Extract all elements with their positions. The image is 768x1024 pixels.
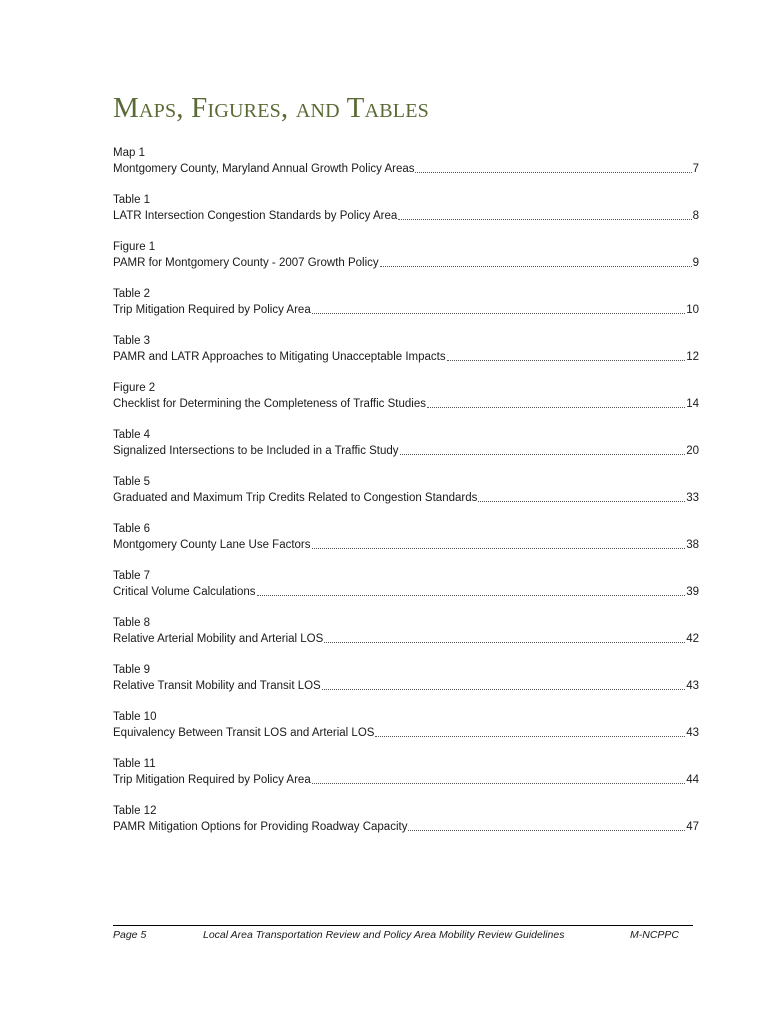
toc-entry-page: 12	[686, 350, 699, 363]
toc-dot-leader	[380, 266, 692, 267]
toc-entry-row	[113, 773, 699, 789]
toc-entry-title: Relative Arterial Mobility and Arterial LOS	[113, 632, 324, 645]
toc-entry-row	[113, 632, 699, 648]
toc-entry-row	[113, 538, 699, 554]
toc-entry-row	[113, 397, 699, 413]
toc-entry-page: 38	[686, 538, 699, 551]
toc-entry-kind: Table 11	[113, 758, 156, 770]
toc-entry-title: Equivalency Between Transit LOS and Arterial LOS	[113, 726, 375, 739]
toc-entry-kind: Figure 2	[113, 382, 156, 394]
toc-entry-page: 47	[686, 820, 699, 833]
toc-entry-title: Critical Volume Calculations	[113, 585, 256, 598]
toc-entry-kind: Table 9	[113, 664, 151, 676]
toc-entry-row	[113, 209, 699, 225]
toc-entry-row	[113, 679, 699, 695]
toc-entry-row	[113, 726, 699, 742]
toc-entry[interactable]	[113, 287, 699, 334]
toc-entry-page: 43	[686, 679, 699, 692]
toc-entry-title: PAMR and LATR Approaches to Mitigating Unacceptable Impacts	[113, 350, 446, 363]
toc-dot-leader	[312, 783, 685, 784]
toc-entry-page: 44	[686, 773, 699, 786]
toc-entry-page: 20	[686, 444, 699, 457]
toc-entry-page: 7	[692, 162, 699, 175]
toc-entry-page: 10	[686, 303, 699, 316]
toc-list	[113, 146, 699, 851]
toc-entry-kind: Figure 1	[113, 241, 156, 253]
footer-organization: M-NCPPC	[630, 929, 679, 941]
toc-entry[interactable]	[113, 804, 699, 851]
toc-entry[interactable]	[113, 757, 699, 804]
toc-entry[interactable]	[113, 193, 699, 240]
toc-entry-page: 14	[686, 397, 699, 410]
toc-entry-title: Relative Transit Mobility and Transit LOS	[113, 679, 321, 692]
toc-entry[interactable]	[113, 710, 699, 757]
toc-entry-page: 42	[686, 632, 699, 645]
toc-entry-title: Montgomery County, Maryland Annual Growth Policy Areas	[113, 162, 415, 175]
toc-entry-title: LATR Intersection Congestion Standards by Policy Area	[113, 209, 398, 222]
toc-dot-leader	[322, 689, 685, 690]
toc-entry-row	[113, 820, 699, 836]
footer-page-number: Page 5	[113, 929, 147, 941]
toc-entry[interactable]	[113, 428, 699, 475]
toc-entry-kind: Table 1	[113, 194, 151, 206]
toc-dot-leader	[400, 454, 686, 455]
toc-entry[interactable]	[113, 663, 699, 710]
toc-entry-kind: Table 3	[113, 335, 151, 347]
toc-entry-row	[113, 491, 699, 507]
toc-entry-kind: Table 5	[113, 476, 151, 488]
toc-dot-leader	[375, 736, 685, 737]
toc-entry-title: PAMR for Montgomery County - 2007 Growth Policy	[113, 256, 379, 269]
toc-dot-leader	[447, 360, 686, 361]
toc-entry[interactable]	[113, 381, 699, 428]
toc-dot-leader	[427, 407, 685, 408]
toc-dot-leader	[415, 172, 691, 173]
toc-entry-row	[113, 444, 699, 460]
toc-entry-page: 33	[686, 491, 699, 504]
footer-document-title: Local Area Transportation Review and Policy Area Mobility Review Guidelines	[203, 929, 565, 941]
toc-dot-leader	[257, 595, 686, 596]
toc-entry[interactable]	[113, 475, 699, 522]
toc-entry-title: PAMR Mitigation Options for Providing Roadway Capacity	[113, 820, 408, 833]
toc-entry-kind: Table 6	[113, 523, 151, 535]
toc-entry-title: Signalized Intersections to be Included in a Traffic Study	[113, 444, 399, 457]
toc-entry-kind: Table 8	[113, 617, 151, 629]
toc-entry[interactable]	[113, 334, 699, 381]
toc-entry-title: Trip Mitigation Required by Policy Area	[113, 773, 311, 786]
toc-entry-row	[113, 303, 699, 319]
toc-entry[interactable]	[113, 522, 699, 569]
toc-entry-title: Montgomery County Lane Use Factors	[113, 538, 311, 551]
toc-entry-kind: Table 7	[113, 570, 151, 582]
toc-entry-title: Trip Mitigation Required by Policy Area	[113, 303, 311, 316]
toc-dot-leader	[324, 642, 685, 643]
page-title: Maps, Figures, and Tables	[113, 92, 429, 124]
toc-entry-row	[113, 350, 699, 366]
toc-dot-leader	[312, 313, 685, 314]
toc-entry-kind: Table 4	[113, 429, 151, 441]
toc-entry-page: 43	[686, 726, 699, 739]
toc-entry-page: 9	[692, 256, 699, 269]
toc-entry-row	[113, 585, 699, 601]
toc-dot-leader	[478, 501, 685, 502]
toc-entry-page: 39	[686, 585, 699, 598]
toc-entry-kind: Table 12	[113, 805, 157, 817]
toc-entry-row	[113, 162, 699, 178]
toc-entry[interactable]	[113, 569, 699, 616]
toc-entry-kind: Table 10	[113, 711, 157, 723]
toc-entry[interactable]	[113, 616, 699, 663]
toc-dot-leader	[408, 830, 685, 831]
toc-entry-title: Checklist for Determining the Completeness of Traffic Studies	[113, 397, 426, 410]
toc-entry[interactable]	[113, 146, 699, 193]
toc-entry-row	[113, 256, 699, 272]
toc-entry-title: Graduated and Maximum Trip Credits Related to Congestion Standards	[113, 491, 478, 504]
toc-entry-kind: Table 2	[113, 288, 151, 300]
toc-dot-leader	[312, 548, 686, 549]
toc-entry-page: 8	[692, 209, 699, 222]
toc-dot-leader	[398, 219, 691, 220]
footer-divider	[113, 925, 693, 926]
toc-entry-kind: Map 1	[113, 147, 145, 159]
toc-entry[interactable]	[113, 240, 699, 287]
